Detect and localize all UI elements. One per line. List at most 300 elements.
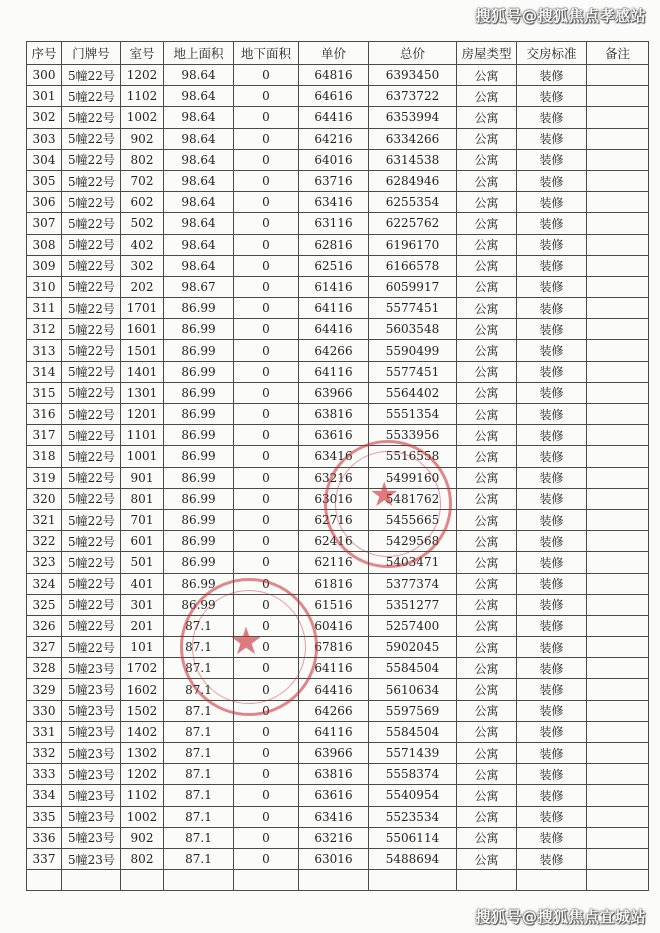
table-row xyxy=(27,743,649,764)
table-cell: 327 xyxy=(27,637,62,658)
table-cell: 1302 xyxy=(121,743,164,764)
table-cell: 公寓 xyxy=(457,170,517,191)
table-cell: 装修 xyxy=(517,213,587,234)
table-cell xyxy=(587,128,649,149)
table-cell: 装修 xyxy=(517,764,587,785)
table-cell: 5幢22号 xyxy=(62,488,121,509)
header-cell: 地上面积 xyxy=(164,42,234,65)
table-row xyxy=(27,700,649,721)
table-cell: 86.99 xyxy=(164,509,234,530)
table-cell: 0 xyxy=(234,531,299,552)
table-cell: 5幢23号 xyxy=(62,764,121,785)
table-cell: 5幢23号 xyxy=(62,721,121,742)
table-cell: 公寓 xyxy=(457,806,517,827)
table-cell: 1001 xyxy=(121,446,164,467)
table-cell: 0 xyxy=(234,213,299,234)
table-cell: 公寓 xyxy=(457,319,517,340)
table-cell: 63816 xyxy=(299,404,369,425)
table-cell: 5幢22号 xyxy=(62,319,121,340)
table-cell xyxy=(587,255,649,276)
table-cell: 302 xyxy=(27,107,62,128)
table-cell: 5幢22号 xyxy=(62,65,121,86)
table-cell: 64266 xyxy=(299,340,369,361)
table-cell xyxy=(587,65,649,86)
star-icon: ★ xyxy=(369,475,400,515)
empty-cell xyxy=(369,870,457,891)
table-cell: 5幢23号 xyxy=(62,785,121,806)
table-cell: 装修 xyxy=(517,848,587,869)
table-row xyxy=(27,637,649,658)
table-cell: 63216 xyxy=(299,467,369,488)
table-cell: 装修 xyxy=(517,700,587,721)
table-cell: 902 xyxy=(121,827,164,848)
table-cell: 309 xyxy=(27,255,62,276)
table-cell xyxy=(587,785,649,806)
empty-cell xyxy=(587,870,649,891)
table-cell: 5590499 xyxy=(369,340,457,361)
table-cell: 公寓 xyxy=(457,827,517,848)
table-row xyxy=(27,721,649,742)
table-cell: 317 xyxy=(27,425,62,446)
table-cell: 6255354 xyxy=(369,192,457,213)
table-cell: 5幢22号 xyxy=(62,149,121,170)
table-cell: 公寓 xyxy=(457,658,517,679)
table-cell: 装修 xyxy=(517,488,587,509)
table-cell xyxy=(587,361,649,382)
table-cell: 98.64 xyxy=(164,65,234,86)
empty-cell xyxy=(164,870,234,891)
empty-cell xyxy=(27,870,62,891)
table-cell: 1501 xyxy=(121,340,164,361)
table-cell: 86.99 xyxy=(164,552,234,573)
table-cell: 0 xyxy=(234,573,299,594)
table-cell: 装修 xyxy=(517,340,587,361)
table-cell: 87.1 xyxy=(164,721,234,742)
table-cell: 5577451 xyxy=(369,298,457,319)
table-cell: 87.1 xyxy=(164,785,234,806)
table-cell: 5幢23号 xyxy=(62,743,121,764)
table-cell: 5455665 xyxy=(369,509,457,530)
table-cell: 1101 xyxy=(121,425,164,446)
table-cell: 302 xyxy=(121,255,164,276)
table-cell: 87.1 xyxy=(164,679,234,700)
table-cell: 公寓 xyxy=(457,192,517,213)
table-cell: 装修 xyxy=(517,446,587,467)
table-cell: 公寓 xyxy=(457,446,517,467)
table-cell xyxy=(587,192,649,213)
header-cell: 地下面积 xyxy=(234,42,299,65)
table-cell: 0 xyxy=(234,340,299,361)
table-cell: 0 xyxy=(234,552,299,573)
table-cell: 401 xyxy=(121,573,164,594)
table-cell: 5516558 xyxy=(369,446,457,467)
table-cell: 1002 xyxy=(121,107,164,128)
table-row xyxy=(27,594,649,615)
table-cell: 0 xyxy=(234,170,299,191)
table-cell: 0 xyxy=(234,848,299,869)
table-cell: 98.64 xyxy=(164,213,234,234)
table-cell: 公寓 xyxy=(457,149,517,170)
table-cell: 62416 xyxy=(299,531,369,552)
table-cell: 314 xyxy=(27,361,62,382)
table-cell: 公寓 xyxy=(457,700,517,721)
table-cell: 5幢22号 xyxy=(62,637,121,658)
table-cell: 装修 xyxy=(517,552,587,573)
table-cell: 337 xyxy=(27,848,62,869)
table-cell: 0 xyxy=(234,107,299,128)
table-cell: 公寓 xyxy=(457,107,517,128)
table-cell: 装修 xyxy=(517,743,587,764)
table-cell: 公寓 xyxy=(457,594,517,615)
table-row xyxy=(27,552,649,573)
table-cell: 5幢22号 xyxy=(62,425,121,446)
table-cell: 98.64 xyxy=(164,234,234,255)
table-cell: 321 xyxy=(27,509,62,530)
table-cell: 公寓 xyxy=(457,404,517,425)
table-row xyxy=(27,192,649,213)
table-cell: 101 xyxy=(121,637,164,658)
table-cell: 装修 xyxy=(517,721,587,742)
table-row xyxy=(27,848,649,869)
table-cell: 319 xyxy=(27,467,62,488)
table-cell xyxy=(587,531,649,552)
table-cell: 5幢22号 xyxy=(62,573,121,594)
table-cell: 6059917 xyxy=(369,276,457,297)
table-cell xyxy=(587,573,649,594)
table-cell: 装修 xyxy=(517,192,587,213)
table-cell: 1502 xyxy=(121,700,164,721)
table-cell: 装修 xyxy=(517,128,587,149)
table-cell: 63216 xyxy=(299,827,369,848)
table-cell xyxy=(587,107,649,128)
table-cell: 98.64 xyxy=(164,86,234,107)
table-cell: 5幢22号 xyxy=(62,531,121,552)
table-cell xyxy=(587,552,649,573)
table-cell: 602 xyxy=(121,192,164,213)
table-cell xyxy=(587,615,649,636)
table-row xyxy=(27,467,649,488)
table-cell: 5551354 xyxy=(369,404,457,425)
table-cell: 公寓 xyxy=(457,679,517,700)
table-cell: 装修 xyxy=(517,86,587,107)
table-cell: 60416 xyxy=(299,615,369,636)
table-cell: 87.1 xyxy=(164,806,234,827)
table-cell: 装修 xyxy=(517,637,587,658)
table-cell: 公寓 xyxy=(457,276,517,297)
table-cell: 0 xyxy=(234,467,299,488)
table-cell: 公寓 xyxy=(457,488,517,509)
header-cell: 备注 xyxy=(587,42,649,65)
table-cell: 5幢22号 xyxy=(62,107,121,128)
table-cell: 1002 xyxy=(121,806,164,827)
table-cell xyxy=(587,446,649,467)
table-cell: 322 xyxy=(27,531,62,552)
table-cell: 6334266 xyxy=(369,128,457,149)
table-cell: 802 xyxy=(121,848,164,869)
table-body xyxy=(27,65,649,891)
table-row xyxy=(27,425,649,446)
table-cell: 0 xyxy=(234,806,299,827)
table-cell: 86.99 xyxy=(164,446,234,467)
table-cell: 305 xyxy=(27,170,62,191)
table-cell: 64266 xyxy=(299,700,369,721)
table-row xyxy=(27,679,649,700)
table-cell: 公寓 xyxy=(457,509,517,530)
table-cell: 0 xyxy=(234,404,299,425)
table-cell xyxy=(587,806,649,827)
table-cell: 326 xyxy=(27,615,62,636)
table-row xyxy=(27,340,649,361)
table-cell: 公寓 xyxy=(457,615,517,636)
table-cell: 87.1 xyxy=(164,700,234,721)
table-cell: 0 xyxy=(234,276,299,297)
table-row xyxy=(27,658,649,679)
table-cell: 5257400 xyxy=(369,615,457,636)
table-cell: 公寓 xyxy=(457,361,517,382)
table-cell: 0 xyxy=(234,764,299,785)
table-cell: 装修 xyxy=(517,276,587,297)
table-row xyxy=(27,319,649,340)
table-cell: 1102 xyxy=(121,785,164,806)
table-cell: 5幢22号 xyxy=(62,128,121,149)
table-cell: 315 xyxy=(27,382,62,403)
table-cell: 5幢22号 xyxy=(62,255,121,276)
table-cell: 公寓 xyxy=(457,552,517,573)
table-row xyxy=(27,361,649,382)
table-cell: 86.99 xyxy=(164,319,234,340)
table-cell: 87.1 xyxy=(164,615,234,636)
table-cell: 86.99 xyxy=(164,425,234,446)
table-cell: 64616 xyxy=(299,86,369,107)
table-cell xyxy=(587,298,649,319)
table-cell xyxy=(587,509,649,530)
table-cell: 202 xyxy=(121,276,164,297)
table-cell: 64116 xyxy=(299,298,369,319)
table-cell: 303 xyxy=(27,128,62,149)
table-cell: 87.1 xyxy=(164,827,234,848)
table-cell: 86.99 xyxy=(164,594,234,615)
table-cell xyxy=(587,213,649,234)
table-cell xyxy=(587,827,649,848)
table-cell: 5幢22号 xyxy=(62,298,121,319)
table-cell: 86.99 xyxy=(164,361,234,382)
table-cell: 502 xyxy=(121,213,164,234)
table-cell: 公寓 xyxy=(457,848,517,869)
empty-cell xyxy=(121,870,164,891)
table-cell: 5幢22号 xyxy=(62,86,121,107)
table-cell: 63416 xyxy=(299,192,369,213)
table-cell xyxy=(587,86,649,107)
table-row xyxy=(27,531,649,552)
table-cell: 6373722 xyxy=(369,86,457,107)
table-cell: 64816 xyxy=(299,65,369,86)
star-icon: ★ xyxy=(229,619,264,663)
table-cell: 62816 xyxy=(299,234,369,255)
table-cell: 5584504 xyxy=(369,658,457,679)
table-cell: 87.1 xyxy=(164,764,234,785)
table-cell: 公寓 xyxy=(457,785,517,806)
table-cell: 324 xyxy=(27,573,62,594)
table-cell: 装修 xyxy=(517,425,587,446)
table-cell: 5幢23号 xyxy=(62,827,121,848)
table-cell: 61516 xyxy=(299,594,369,615)
table-cell: 装修 xyxy=(517,467,587,488)
table-cell: 公寓 xyxy=(457,531,517,552)
table-cell: 1402 xyxy=(121,721,164,742)
table-cell: 6314538 xyxy=(369,149,457,170)
table-cell: 331 xyxy=(27,721,62,742)
table-cell xyxy=(587,319,649,340)
table-cell: 6353994 xyxy=(369,107,457,128)
table-cell: 5幢22号 xyxy=(62,467,121,488)
table-cell: 5584504 xyxy=(369,721,457,742)
table-cell: 802 xyxy=(121,149,164,170)
table-cell xyxy=(587,425,649,446)
table-cell: 86.99 xyxy=(164,488,234,509)
table-cell: 316 xyxy=(27,404,62,425)
table-cell: 0 xyxy=(234,255,299,276)
table-cell: 1202 xyxy=(121,764,164,785)
table-cell: 1301 xyxy=(121,382,164,403)
table-row xyxy=(27,149,649,170)
header-cell: 总价 xyxy=(369,42,457,65)
table-row xyxy=(27,213,649,234)
table-cell: 5506114 xyxy=(369,827,457,848)
table-cell: 86.99 xyxy=(164,404,234,425)
table-cell: 0 xyxy=(234,721,299,742)
table-row xyxy=(27,509,649,530)
table-cell: 501 xyxy=(121,552,164,573)
table-cell: 5523534 xyxy=(369,806,457,827)
table-cell xyxy=(587,764,649,785)
table-cell: 5幢22号 xyxy=(62,340,121,361)
table-cell: 装修 xyxy=(517,65,587,86)
table-cell: 5幢22号 xyxy=(62,192,121,213)
table-cell: 304 xyxy=(27,149,62,170)
table-cell: 5597569 xyxy=(369,700,457,721)
table-cell: 5幢23号 xyxy=(62,658,121,679)
table-row xyxy=(27,764,649,785)
table-cell: 5幢22号 xyxy=(62,594,121,615)
table-cell: 5377374 xyxy=(369,573,457,594)
table-row xyxy=(27,785,649,806)
table-cell xyxy=(587,234,649,255)
table-cell: 0 xyxy=(234,679,299,700)
table-cell: 98.64 xyxy=(164,107,234,128)
price-table xyxy=(26,41,649,891)
table-cell: 1401 xyxy=(121,361,164,382)
table-cell: 装修 xyxy=(517,679,587,700)
table-cell xyxy=(587,340,649,361)
table-cell: 0 xyxy=(234,509,299,530)
table-cell xyxy=(587,382,649,403)
table-cell: 86.99 xyxy=(164,340,234,361)
table-row xyxy=(27,107,649,128)
table-row xyxy=(27,65,649,86)
table-cell xyxy=(587,594,649,615)
table-cell: 5幢22号 xyxy=(62,509,121,530)
table-cell xyxy=(587,170,649,191)
table-cell: 装修 xyxy=(517,170,587,191)
table-cell: 323 xyxy=(27,552,62,573)
table-cell: 5幢22号 xyxy=(62,404,121,425)
table-cell xyxy=(587,679,649,700)
table-cell: 64416 xyxy=(299,679,369,700)
table-cell: 6284946 xyxy=(369,170,457,191)
table-cell: 0 xyxy=(234,594,299,615)
table-cell: 98.64 xyxy=(164,170,234,191)
table-cell: 1201 xyxy=(121,404,164,425)
table-cell: 公寓 xyxy=(457,382,517,403)
table-cell: 0 xyxy=(234,743,299,764)
table-cell: 装修 xyxy=(517,573,587,594)
table-cell: 64116 xyxy=(299,361,369,382)
table-cell: 306 xyxy=(27,192,62,213)
table-cell xyxy=(587,658,649,679)
table-cell: 86.99 xyxy=(164,382,234,403)
table-cell: 装修 xyxy=(517,319,587,340)
table-cell: 801 xyxy=(121,488,164,509)
table-cell: 5610634 xyxy=(369,679,457,700)
table-cell: 64016 xyxy=(299,149,369,170)
table-cell: 98.64 xyxy=(164,149,234,170)
table-cell: 5577451 xyxy=(369,361,457,382)
table-cell: 0 xyxy=(234,298,299,319)
table-cell: 61816 xyxy=(299,573,369,594)
table-cell: 公寓 xyxy=(457,86,517,107)
table-cell: 63416 xyxy=(299,446,369,467)
table-cell: 1702 xyxy=(121,658,164,679)
table-cell: 装修 xyxy=(517,107,587,128)
table-cell: 5403471 xyxy=(369,552,457,573)
table-cell: 5488694 xyxy=(369,848,457,869)
table-cell: 5幢22号 xyxy=(62,170,121,191)
table-row xyxy=(27,128,649,149)
table-cell: 5499160 xyxy=(369,467,457,488)
table-cell: 公寓 xyxy=(457,234,517,255)
header-cell: 门牌号 xyxy=(62,42,121,65)
table-cell: 5幢22号 xyxy=(62,615,121,636)
table-cell: 5幢23号 xyxy=(62,700,121,721)
table-cell: 公寓 xyxy=(457,467,517,488)
table-cell: 5幢22号 xyxy=(62,552,121,573)
table-cell: 0 xyxy=(234,128,299,149)
table-cell: 311 xyxy=(27,298,62,319)
table-row xyxy=(27,276,649,297)
table-cell: 63616 xyxy=(299,425,369,446)
table-cell: 公寓 xyxy=(457,128,517,149)
table-cell: 公寓 xyxy=(457,721,517,742)
table-cell: 5幢22号 xyxy=(62,234,121,255)
table-cell: 62116 xyxy=(299,552,369,573)
table-cell xyxy=(587,488,649,509)
table-row xyxy=(27,234,649,255)
table-cell: 87.1 xyxy=(164,848,234,869)
table-cell: 64216 xyxy=(299,128,369,149)
header-cell: 序号 xyxy=(27,42,62,65)
table-cell: 1701 xyxy=(121,298,164,319)
table-cell: 5幢22号 xyxy=(62,213,121,234)
table-row xyxy=(27,170,649,191)
empty-cell xyxy=(299,870,369,891)
table-cell: 装修 xyxy=(517,658,587,679)
table-cell: 装修 xyxy=(517,806,587,827)
table-cell xyxy=(587,276,649,297)
table-cell: 87.1 xyxy=(164,658,234,679)
table-cell: 5351277 xyxy=(369,594,457,615)
table-cell: 公寓 xyxy=(457,255,517,276)
table-cell: 5540954 xyxy=(369,785,457,806)
